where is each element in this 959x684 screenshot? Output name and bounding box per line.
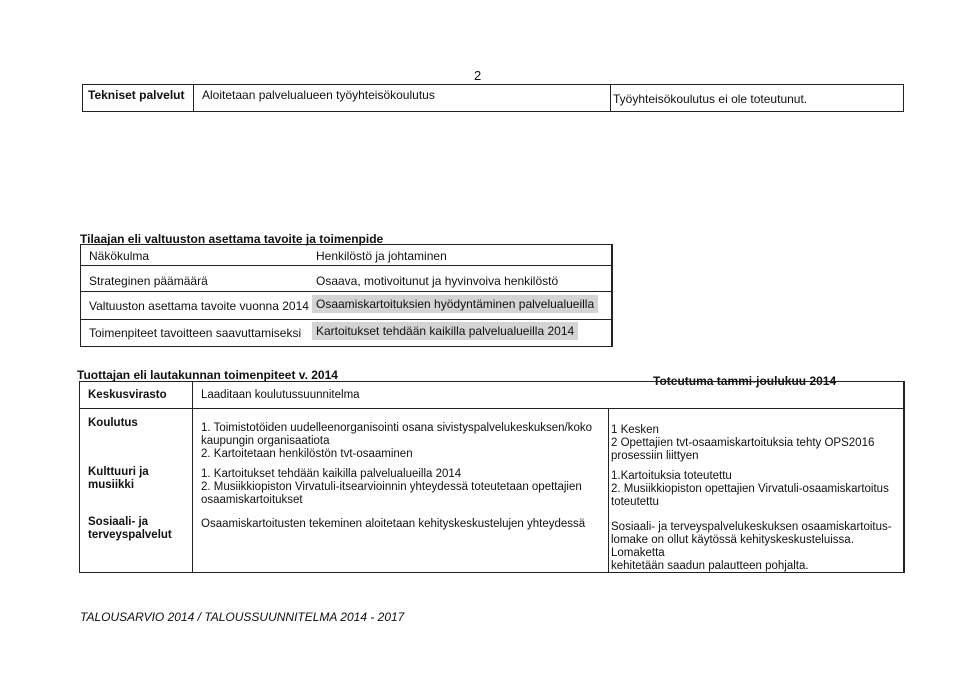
header-koulutussuunnitelma: Laaditaan koulutussuunnitelma (201, 389, 360, 401)
tuottajan-table (79, 381, 905, 573)
row-label-strateginen: Strateginen päämäärä (89, 274, 208, 288)
row-label-nakokulma: Näkökulma (89, 249, 150, 263)
row-value-strateginen: Osaava, motivoitunut ja hyvinvoiva henkilöstö (316, 274, 559, 288)
toteutuma-title: Toteutuma tammi-joulukuu 2014 (653, 374, 837, 388)
result-kulttuuri: 1.Kartoituksia toteutettu 2. Musiikkiopiston opettajien Virvatuli-osaamiskartoitus toteutettu (611, 470, 889, 508)
actions-kulttuuri: 1. Kartoitukset tehdään kaikilla palvelualueilla 2014 2. Musiikkiopiston Virvatuli-itsearvioinnin yhteydessä toteutetaan opettajien osaamiskartoitukset (201, 468, 582, 506)
top-goal-cell (194, 85, 611, 111)
top-category: Tekniset palvelut (88, 88, 185, 102)
tilaajan-title: Tilaajan eli valtuuston asettama tavoite ja toimenpide (80, 232, 384, 246)
row-value-tavoite: Osaamiskartoituksien hyödyntäminen palvelualueilla (312, 297, 598, 311)
footer: TALOUSARVIO 2014 / TALOUSSUUNNITELMA 2014 - 2017 (80, 610, 405, 624)
row-label-tavoite: Valtuuston asettama tavoite vuonna 2014 (89, 299, 309, 313)
header-keskusvirasto: Keskusvirasto (88, 389, 167, 401)
row-value-toimenpiteet: Kartoitukset tehdään kaikilla palvelualueilla 2014 (312, 324, 578, 338)
tilaajan-table (80, 244, 613, 347)
top-category-cell (83, 85, 194, 111)
tuottajan-title: Tuottajan eli lautakunnan toimenpiteet v. 2014 (77, 368, 338, 382)
actions-koulutus: 1. Toimistotöiden uudelleenorganisointi osana sivistyspalvelukeskuksen/koko kaupungin organisaatiota 2. Kartoitetaan henkilöstön tvt-osaaminen (201, 422, 593, 460)
row-value-nakokulma: Henkilöstö ja johtaminen (316, 249, 447, 263)
top-goal: Aloitetaan palvelualueen työyhteisökoulutus (202, 88, 435, 102)
result-sosiaali: Sosiaali- ja terveyspalvelukeskuksen osaamiskartoitus- lomake on ollut käytössä kehityskeskusteluissa. Lomaketta kehitetään saadun palautteen pohjalta. (611, 521, 892, 572)
result-koulutus: 1 Kesken 2 Opettajien tvt-osaamiskartoituksia tehty OPS2016 prosessiin liittyen (611, 424, 875, 462)
row-label-toimenpiteet: Toimenpiteet tavoitteen saavuttamiseksi (89, 326, 302, 340)
unit-koulutus: Koulutus (88, 417, 138, 429)
top-table (82, 84, 904, 112)
top-status: Työyhteisökoulutus ei ole toteutunut. (613, 92, 808, 106)
unit-sosiaali: Sosiaali- ja terveyspalvelut (88, 516, 172, 541)
actions-sosiaali: Osaamiskartoitusten tekeminen aloitetaan kehityskeskustelujen yhteydessä (201, 518, 586, 530)
page-number: 2 (474, 68, 482, 83)
unit-kulttuuri: Kulttuuri ja musiikki (88, 466, 149, 491)
